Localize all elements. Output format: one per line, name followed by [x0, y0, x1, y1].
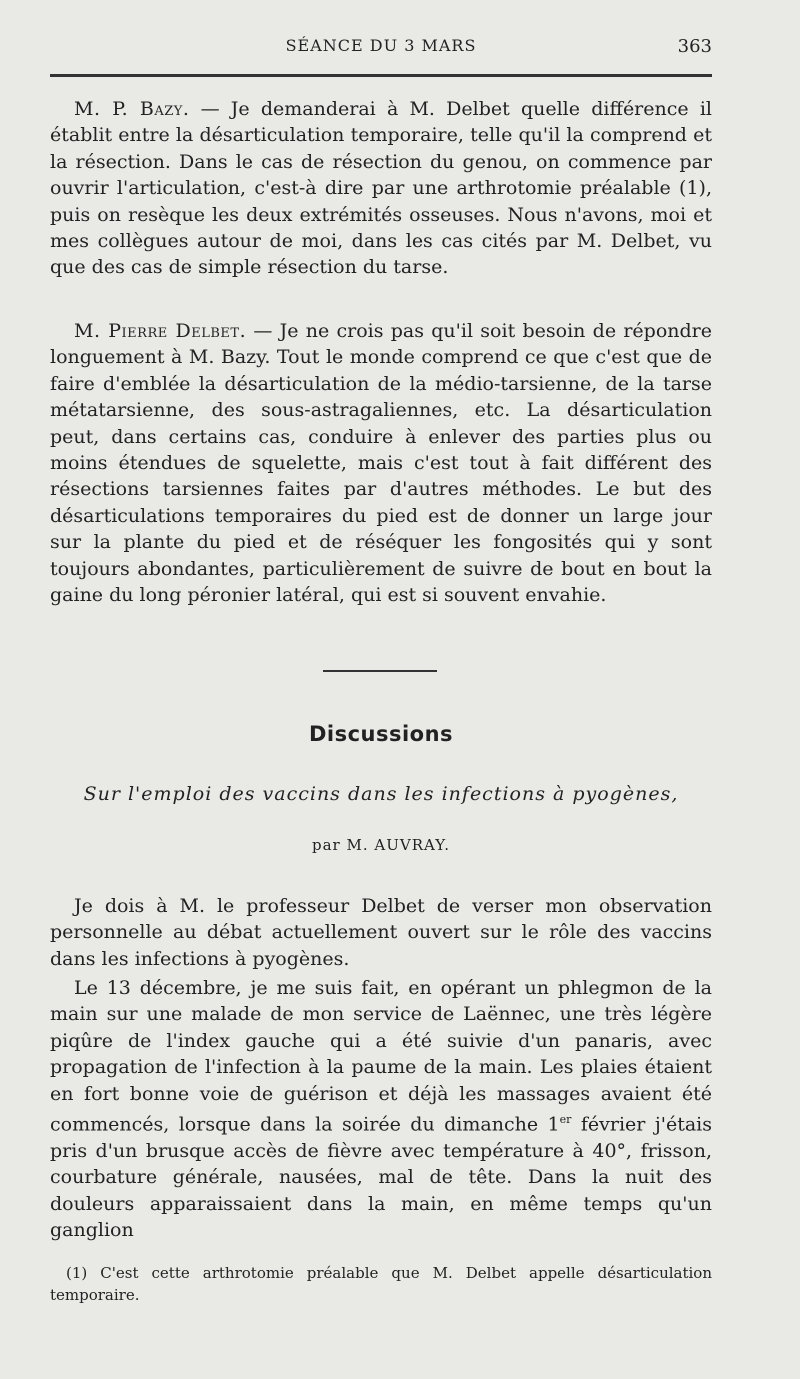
article-author: par M. AUVRAY.	[312, 836, 450, 854]
ordinal-suffix: er	[559, 1113, 572, 1127]
page-number: 363	[677, 36, 712, 57]
section-separator	[323, 670, 437, 672]
speaker-name: M. P. Bazy.	[74, 98, 190, 120]
article-subtitle: Sur l'emploi des vaccins dans les infections à pyogènes,	[83, 783, 679, 805]
paragraph-auvray-intro: Je dois à M. le professeur Delbet de verser mon observation personnelle au débat actuellement ouvert sur le rôle des vaccins dans les infections à pyogènes.	[50, 895, 712, 970]
paragraph-auvray-case	[50, 975, 712, 1243]
section-heading: Discussions	[308, 722, 454, 746]
paragraph-text: Le 13 décembre, je me suis fait, en opérant un phlegmon de la main sur une malade de mon service de Laënnec, une très légère piqûre de l'index gauche qui a été suivie d'un panaris, avec propagation de l'infection à la paume de la main. Les plaies étaient en fort bonne voie de guérison et déjà les massages avaient été commencés, lorsque dans la soirée du dimanche 1	[50, 977, 712, 1136]
footnote: (1) C'est cette arthrotomie préalable que M. Delbet appelle désarticulation temporaire.	[50, 1264, 712, 1304]
paragraph-delbet	[50, 318, 712, 608]
running-title: SÉANCE DU 3 MARS	[285, 36, 477, 55]
header-rule	[50, 74, 712, 77]
running-header	[50, 36, 712, 62]
paragraph-bazy	[50, 96, 712, 281]
speaker-name: M. Pierre Delbet.	[74, 320, 247, 342]
paragraph-text: — Je demanderai à M. Delbet quelle différence il établit entre la désarticulation temporaire, telle qu'il la comprend et la résection. Dans le cas de résection du genou, on commence par ouvrir l'articulation, c'est-à dire par une arthrotomie préalable (1), puis on resèque les deux extrémités osseuses. Nous n'avons, moi et mes collègues autour de moi, dans les cas cités par M. Delbet, vu que des cas de simple résection du tarse.	[50, 98, 712, 279]
paragraph-text: — Je ne crois pas qu'il soit besoin de répondre longuement à M. Bazy. Tout le monde comprend ce que c'est que de faire d'emblée la désarticulation de la médio-tarsienne, de la tarse métatarsienne, des sous-astragaliennes, etc. La désarticulation peut, dans certains cas, conduire à enlever des parties plus ou moins étendues de squelette, mais c'est tout à fait différent des résections tarsiennes faites par d'autres méthodes. Le but des désarticulations temporaires du pied est de donner un large jour sur la plante du pied et de réséquer les fongosités qui y sont toujours abondantes, particulièrement de suivre de bout en bout la gaine du long péronier latéral, qui est si souvent envahie.	[50, 320, 712, 607]
paragraph-text: février j'étais pris d'un brusque accès de fièvre avec température à 40°, frisson, courbature générale, nausées, mal de tête. Dans la nuit des douleurs apparaissaient dans la main, en même temps qu'un ganglion	[50, 1113, 712, 1241]
